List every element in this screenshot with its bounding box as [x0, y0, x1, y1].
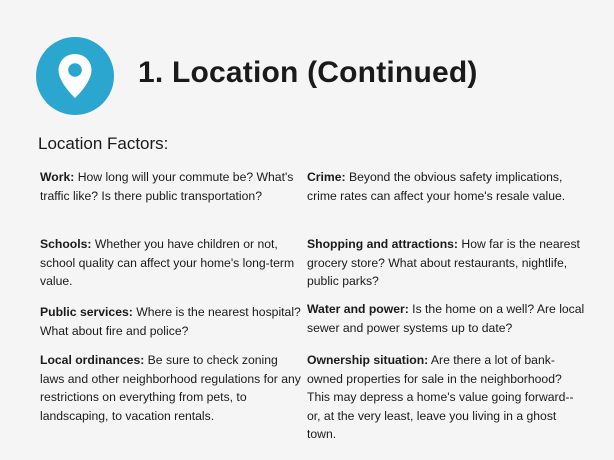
factor-label: Schools:: [40, 237, 92, 251]
factor-text: Be sure to check zoning laws and other neighborhood regulations for any restrictions on everything from pets, to landscaping, to vacation rentals.: [40, 353, 301, 423]
factor-water-power: [307, 300, 585, 337]
factor-label: Ownership situation:: [307, 353, 429, 367]
factor-text: Beyond the obvious safety implications, crime rates can affect your home's resale value.: [307, 170, 566, 203]
factor-work: [40, 168, 302, 205]
factor-label: Shopping and attractions:: [307, 237, 458, 251]
factor-text: Is the home on a well? Are local sewer and power systems up to date?: [307, 302, 585, 335]
factor-local-ordinances: [40, 351, 302, 425]
factor-public-services: [40, 303, 302, 340]
factor-label: Public services:: [40, 305, 133, 319]
location-pin-icon: [36, 37, 114, 115]
factor-text: Whether you have children or not, school quality can affect your home's long-term value.: [40, 237, 295, 288]
factor-label: Work:: [40, 170, 75, 184]
page-title: 1. Location (Continued): [138, 56, 478, 89]
factor-schools: [40, 235, 302, 291]
factor-text: How far is the nearest grocery store? What about restaurants, nightlife, public parks?: [307, 237, 580, 288]
factor-ownership: [307, 351, 585, 444]
factor-label: Water and power:: [307, 302, 409, 316]
factor-label: Local ordinances:: [40, 353, 145, 367]
factor-shopping: [307, 235, 585, 291]
section-subtitle: Location Factors:: [38, 134, 169, 153]
factor-text: How long will your commute be? What's traffic like? Is there public transportation?: [40, 170, 294, 203]
factor-crime: [307, 168, 585, 205]
factor-text: Are there a lot of bank-owned properties for sale in the neighborhood? This may depress a home's value going forward--or, at the very least, leave you living in a ghost town.: [307, 353, 574, 441]
factor-label: Crime:: [307, 170, 346, 184]
factor-text: Where is the nearest hospital? What about fire and police?: [40, 305, 301, 338]
location-pin-icon-graphic: [36, 37, 114, 115]
